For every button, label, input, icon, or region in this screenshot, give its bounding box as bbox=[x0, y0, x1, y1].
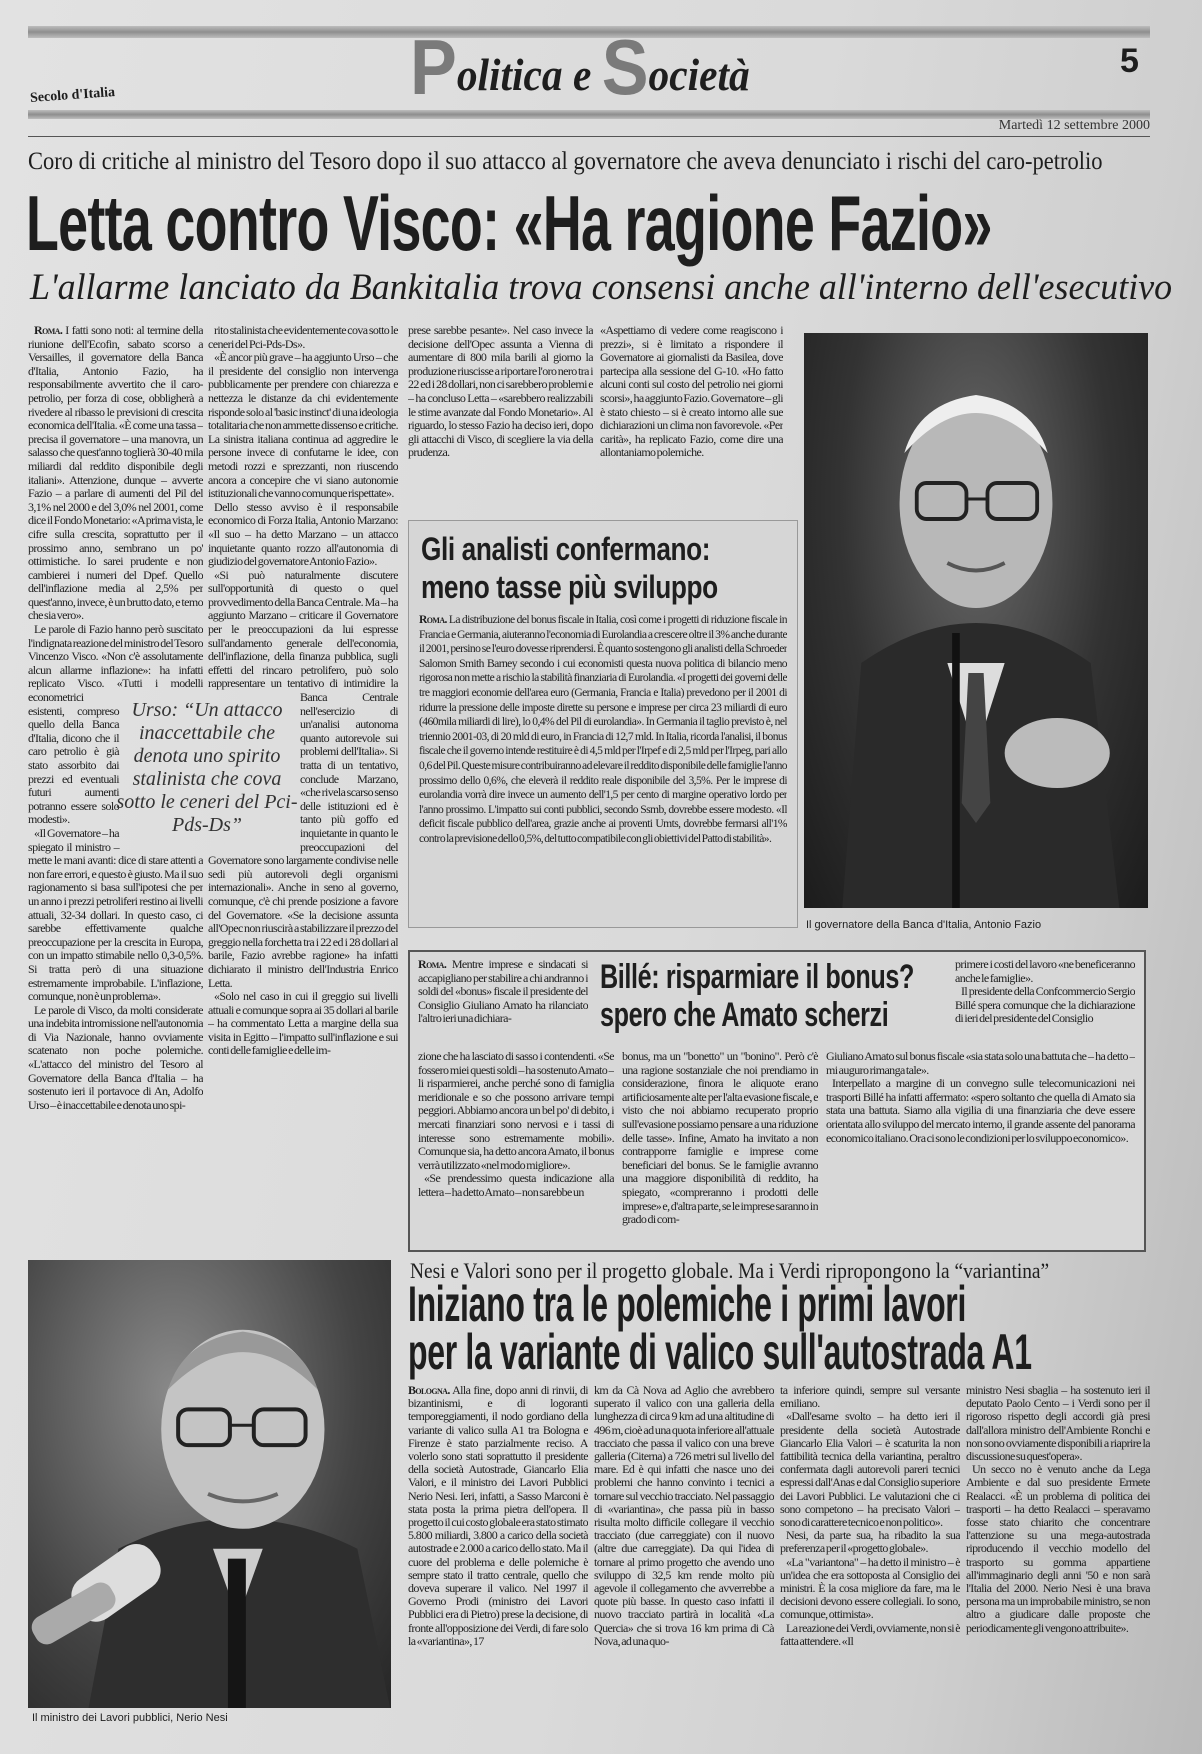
nesi-photo bbox=[28, 1260, 391, 1708]
dateline: Bologna. bbox=[408, 1384, 450, 1397]
dateline: Roma. bbox=[34, 324, 63, 337]
paragraph: Giuliano Amato sul bonus fiscale «sia stata solo una battuta che – ha detto – mi auguro rimanga tale». bbox=[826, 1050, 1135, 1077]
paragraph: prese sarebbe pesante». Nel caso invece la decisione dell'Opec assunta a Vienna di aumentare di 800 mila barili al giorno la produzione riuscisse a riportare l'oro nero tra i 22 ed i 28 dollari, non ci sarebbero problemi e – ha concluso Letta – «sarebbero realizzabili le stime avanzate dal Fondo Monetario». Al riguardo, lo stesso Fazio ha deciso ieri, dopo gli attacchi di Visco, di scegliere la via della prudenza. bbox=[408, 324, 593, 460]
paragraph: «Si può naturalmente discutere sull'opportunità di questo o quel provvedimento della Banca Centrale. Ma – ha aggiunto Marzano – criticare il Governatore per le preoccupazioni da lui espresse sull'andamento generale dell'economia, dell'inflazione, della finanza pubblica, sugli effetti del rincaro petrolifero, può solo rappresentare un tentativo di intimidire la Banca Centrale nell'esercizio di un'analisi autonoma quanto autorevole sui problemi dell'Italia». Si tratta di un tentativo, conclude Marzano, «che rivela scarso senso delle istituzioni ed è tanto più goffo ed inquietante in quanto le preoccupazioni del Governatore sono largamente condivise nelle sedi più autorevoli degli organismi internazionali». Anche in seno al governo, comunque, c'è chi prende posizione a favore del Governatore. «Se la decisione assunta all'Opec non riuscirà a stabilizzare il prezzo del greggio nella forchetta tra i 22 ed i 28 dollari al barile, Fazio avrebbe ragione» ha infatti dichiarato il ministro dell'Industria Enrico Letta. bbox=[208, 567, 398, 990]
paragraph: Dello stesso avviso è il responsabile economico di Forza Italia, Antonio Marzano: «Il suo – ha detto Marzano – un attacco inquietante quanto rozzo all'autonomia di giudizio del governatore Antonio Fazio». bbox=[208, 499, 398, 569]
paragraph: Nesi, da parte sua, ha ribadito la sua preferenza per il «progetto globale». bbox=[780, 1528, 960, 1556]
paragraph bbox=[28, 324, 203, 623]
paragraph: «Dall'esame svolto – ha detto ieri il presidente della società Autostrade Giancarlo Elia Valori – è scaturita la non fattibilità tecnica della variantina, peraltro confermata dagli autorevoli pareri tecnici espressi dall'Anas e dal Consiglio superiore dei Lavori Pubblici. Le valutazioni che ci sono competono – ha precisato Valori – sono di carattere tecnico e non politico». bbox=[780, 1409, 960, 1530]
analysts-headline-line2: meno tasse più sviluppo bbox=[421, 569, 718, 605]
paragraph: Le parole di Fazio hanno però suscitato l'indignata reazione del ministro del Tesoro Vincenzo Visco. «Non c'è assolutamente alcun allarme inflazione»: ha infatti replicato Visco. «Tutti i modelli econometrici esistenti, compreso quello della Banca d'Italia, dicono che il caro petrolio è già stato assorbito dai prezzi ed eventuali futuri aumenti potranno essere solo modesti». bbox=[28, 622, 203, 827]
main-kicker: Coro di critiche al ministro del Tesoro dopo il suo attacco al governatore che aveva denunciato i rischi del caro-petrolio bbox=[28, 148, 1103, 175]
pull-quote: Urso: “Un attacco inaccettabile che denota uno spirito stalinista che cova sotto le ceneri del Pci-Pds-Ds” bbox=[116, 699, 298, 836]
bille-headline-line1: Billé: risparmiare il bonus? bbox=[600, 958, 915, 996]
dateline: Roma. bbox=[418, 958, 447, 971]
main-column-4 bbox=[600, 324, 783, 510]
paragraph: primere i costi del lavoro «ne beneficeranno anche le famiglie». bbox=[955, 958, 1135, 985]
bille-box bbox=[408, 950, 1146, 1252]
fazio-photo-caption: Il governatore della Banca d'Italia, Antonio Fazio bbox=[806, 919, 1042, 931]
paragraph: «Aspettiamo di vedere come reagiscono i prezzi», si è limitato a rispondere il Governatore ai giornalisti da Basilea, dove partecipa alla sessione del G-10. «Ho fatto alcuni conti sul costo del petrolio nei giorni scorsi», ha aggiunto Fazio. Governatore – gli è stato chiesto – si è creato intorno alle sue dichiarazioni un clima non favorevole. «Per carità», ha replicato Fazio, come dire una allontaniamo polemiche. bbox=[600, 324, 783, 460]
bille-column-1 bbox=[418, 1050, 614, 1248]
paragraph: Interpellato a margine di un convegno sulle telecomunicazioni nei trasporti Billé ha infatti affermato: «spero soltanto che quella di Amato sia stata una battuta. Siamo alla vigilia di una finanziaria che deve essere orientata allo sviluppo del mercato interno, il grande assente del panorama economico italiano. Ora ci sono le condizioni per lo sviluppo economico». bbox=[826, 1076, 1135, 1145]
paragraph: «Solo nel caso in cui il greggio sui livelli attuali e comunque sopra ai 35 dollari al barile – ha commentato Letta a margine della sua visita in Egitto – l'impatto sull'inflazione e sui conti delle famiglie e delle im- bbox=[208, 989, 398, 1058]
bille-headline-line2: spero che Amato scherzi bbox=[600, 996, 889, 1034]
paragraph-text: I fatti sono noti: al termine della riunione dell'Ecofin, sabato scorso a Versailles, il governatore della Banca d'Italia, Antonio Fazio, ha responsabilmente avvertito che il caro-petrolio, per forza di cose, obbligherà a rivedere al ribasso le previsioni di crescita economica dell'Italia. «È come una tassa – precisa il governatore – una manovra, un salasso che quest'anno toglierà 30-40 mila miliardi dal reddito disponibile degli italiani». Attenzione, dunque – avverte Fazio – a parlare di aumenti del Pil del 3,1% nel 2000 e del 3,0% nel 2001, come dice il Fondo Monetario: «A prima vista, le cifre sulla crescita, soprattutto per il prossimo anno, sembrano un po' ottimistiche. Io sarei prudente e non cambierei i numeri del Dpef. Quello dell'inflazione media al 2,5% per quest'anno, invece, è un brutto dato, e temo che sia vero». bbox=[28, 324, 203, 623]
bille-column-3 bbox=[826, 1050, 1135, 1248]
paragraph: Il presidente della Confcommercio Sergio Billé spera comunque che la dichiarazione di ieri del presidente del Consiglio bbox=[955, 984, 1135, 1026]
main-headline: Letta contro Visco: «Ha ragione Fazio» bbox=[26, 179, 992, 267]
fazio-photo bbox=[804, 333, 1148, 908]
analysts-headline-line1: Gli analisti confermano: bbox=[421, 531, 711, 567]
paragraph: Le parole di Visco, da molti considerate una indebita intromissione nell'autonomia di Via Nazionale, hanno ovviamente scatenato non poche polemiche. «L'attacco del ministro del Tesoro al Governatore della Banca d'Italia – ha sostenuto ieri il portavoce di An, Adolfo Urso – è inaccettabile e denota uno spi- bbox=[28, 1002, 203, 1112]
issue-date: Martedì 12 settembre 2000 bbox=[998, 118, 1150, 133]
valico-headline-line2: per la variante di valico sull'autostrada A1 bbox=[408, 1324, 1032, 1380]
paragraph-text: La distribuzione del bonus fiscale in Italia, così come i progetti di riduzione fiscale in Francia e Germania, aiuteranno l'economia di Eurolandia a crescere oltre il 3% anche durante il 2001, persino se l'euro dovesse riprendersi. È quanto sostengono gli analisti della Schroeder Salomon Smith Barney secondo i cui economisti questa nuova politica di bilancio meno rigorosa non mette a rischio la stabilità finanziaria di Eurolandia. «I progetti dei governi delle tre maggiori economie dell'area euro (Germania, Francia e Italia) prevedono per il 2001 di ridurre la pressione delle imposte dirette su persone e imprese per circa 23 miliardi di euro (460mila miliardi di lire), lo 0,4% del Pil di eurolandia». In Germania il taglio previsto è, nel triennio 2001-03, di 20 mld di euro, in Francia di 12,7 mld. In Italia, ricorda l'analisi, il bonus fiscale che il governo intende restituire è di 4,5 mld per l'Irpef e di 2,5 mld per l'Irpeg, pari allo 0,6 del Pil. Queste misure contribuiranno ad elevare il reddito disponibile delle famiglie l'anno prossimo dello 0,6%, che eleverà il reddito reale disponibile del 3,5%. Per le imprese di eurolandia vorrà dire invece un aumento dell'1,5 per cento di margine operativo lordo per l'anno prossimo. L'impatto sui conti pubblici, secondo Ssmb, dovrebbe essere modesto. «Il deficit fiscale pubblico dell'area, grazie anche ai proventi Umts, dovrebbe fermarsi all'1% contro la previsione dello 0,5%, del tutto compatibile con gli obiettivi del Patto di stabilità». bbox=[419, 613, 787, 845]
paragraph: «È ancor più grave – ha aggiunto Urso – che il presidente del consiglio non intervenga pubblicamente per prendere con chiarezza e nettezza le distanze da chi evidentemente risponde solo al 'basic instinct' di una ideologia totalitaria che non ammette dissenso e critiche. La sinistra italiana continua ad aggredire le persone invece di confutarne le idee, con metodi rozzi e sprezzanti, non riuscendo ancora a concepire che vi siano autonomie istituzionali che vanno comunque rispettate». bbox=[208, 350, 398, 501]
paragraph: rito stalinista che evidentemente cova sotto le ceneri del Pci-Pds-Ds». bbox=[208, 324, 398, 351]
nesi-photo-caption: Il ministro dei Lavori pubblici, Nerio Nesi bbox=[32, 1712, 228, 1724]
bille-column-2 bbox=[622, 1050, 818, 1248]
paragraph: «La "variantona" – ha detto il ministro – è un'idea che era sottoposta al Consiglio dei ministri. È la cosa migliore da fare, ma le decisioni devono essere collegiali. Io sono, comunque, ottimista». bbox=[780, 1554, 960, 1622]
paragraph: ministro Nesi sbaglia – ha sostenuto ieri il deputato Paolo Cento – i Verdi sono per il rigoroso rispetto degli accordi già presi dall'allora ministro dell'Ambiente Ronchi e non sono ovviamente disponibili a riaprire la discussione su quest'opera». bbox=[966, 1384, 1150, 1464]
analysts-box bbox=[408, 520, 798, 928]
bille-column-3-top bbox=[955, 958, 1135, 1048]
section-title-text: olitica e bbox=[456, 49, 602, 100]
analysts-body bbox=[419, 613, 787, 921]
page-number: 5 bbox=[1120, 42, 1139, 80]
paragraph: ta inferiore quindi, sempre sul versante emiliano. bbox=[780, 1384, 960, 1411]
paragraph: km da Cà Nova ad Aglio che avrebbero superato il valico con una galleria della lunghezza di circa 9 km ad una altitudine di 496 m, cioè ad una quota inferiore all'attuale tracciato che passa il valico con una breve galleria (Citerna) a 726 metri sul livello del mare. Ed è qui infatti che nasce uno dei problemi che hanno convinto i tecnici a tornare sul vecchio tracciato. Nel passaggio di «variantina», che passa più in basso risulta molto difficile collegare il vecchio tracciato (due carreggiate) con il nuovo (altre due carreggiate). Da qui l'idea di tornare al primo progetto che avendo uno sviluppo di 32,5 km rende molto più agevole il collegamento che avverrebbe a quote più basse. In questo caso infatti il nuovo tracciato partirà in località «La Quercia» che si trova 16 km prima di Cà Nova, ad una quo- bbox=[594, 1384, 774, 1648]
paragraph-text: Mentre imprese e sindacati si accapigliano per stabilire a chi andranno i soldi del «bonus» fiscale il presidente del Consiglio Giuliano Amato ha rilanciato l'altro ieri una dichiara- bbox=[418, 958, 588, 1026]
paragraph-text: Alla fine, dopo anni di rinvii, di bizantinismi, e di logoranti temporeggiamenti, il nodo gordiano della variante di valico sulla A1 tra Bologna e Firenze è stato parzialmente reciso. A volerlo sono stati soprattutto il presidente della società Autostrade, Giancarlo Elia Valori, e il ministro dei Lavori Pubblici Nerio Nesi. Ieri, infatti, a Sasso Marconi è stata posta la prima pietra dell'opera. Il progetto il cui costo globale era stato stimato 5.800 miliardi, 3.800 a carico della società autostrade e 2.000 a carico dello stato. Ma il cuore del problema e delle polemiche è sempre stato il tratto centrale, quello che doveva superare il valico. Nel 1997 il Governo Prodi (ministro dei Lavori Pubblici era di Pietro) prese la decisione, di fronte all'opposizione dei Verdi, di fare solo la «variantina», 17 bbox=[408, 1384, 588, 1648]
dateline: Roma. bbox=[419, 613, 447, 626]
valico-column-3 bbox=[780, 1384, 960, 1750]
paragraph bbox=[408, 1384, 588, 1648]
section-title-initial: P bbox=[410, 23, 457, 111]
masthead-logo: Secolo d'Italia bbox=[29, 85, 116, 106]
paragraph: «Il Governatore – ha spiegato il ministro – mette le mani avanti: dice di stare attenti a non fare errori, e questo è giusto. Ma il suo ragionamento si basa sull'ipotesi che per un anno i prezzi petroliferi restino ai livelli attuali, 32-34 dollari. In questo caso, ci sarebbe effettivamente qualche preoccupazione per la crescita in Europa, con un impatto stimabile nello 0,3-0,5%. Si tratta però di una situazione estremamente improbabile. L'inflazione, comunque, non è un problema». bbox=[28, 825, 203, 1004]
paragraph: zione che ha lasciato di sasso i contendenti. «Se fossero miei questi soldi – ha sostenuto Amato – li risparmierei, anche perché sono di famiglia meridionale e so che possono arrivare tempi peggiori. Abbiamo ancora un bel po' di debito, i mercati finanziari sono nervosi e i tassi di interesse sono estremamente mobili». Comunque sia, ha detto ancora Amato, il bonus verrà utilizzato «nel modo migliore». bbox=[418, 1050, 614, 1172]
paragraph: «Se prendessimo questa indicazione alla lettera – ha detto Amato – non sarebbe un bbox=[418, 1171, 614, 1199]
paragraph: Un secco no è venuto anche da Lega Ambiente e dal suo presidente Ermete Realacci. «È un problema di politica dei trasporti – ha detto Realacci – speravamo fosse stato chiarito che concentrare l'attenzione su una mega-autostrada riproducendo il vecchio modello del trasporto su gomma appartiene all'immaginario degli anni '50 e non sarà l'Italia del 2000. Nerio Nesi è una brava persona ma un improbabile ministro, se non altro a giudicare dalle proposte che periodicamente gli vengono attribuite». bbox=[966, 1462, 1150, 1635]
paragraph: bonus, ma un "bonetto" un "bonino". Però c'è una ragione sostanziale che noi prendiamo in considerazione, finora le aliquote erano artificiosamente alte per l'alta evasione fiscale, e visto che noi abbiamo recuperato proprio sull'evasione possiamo pensare a una riduzione delle tasse». Infine, Amato ha invitato a non contrapporre famiglie e imprese come beneficiari del bonus. Se le famiglie avranno una maggiore disponibilità di reddito, ha spiegato, «compreranno i prodotti delle imprese» e, d'altra parte, se le imprese saranno in grado di com- bbox=[622, 1050, 818, 1227]
valico-column-4 bbox=[966, 1384, 1150, 1750]
section-title-text: ocietà bbox=[648, 49, 750, 100]
valico-headline-line1: Iniziano tra le polemiche i primi lavori bbox=[408, 1276, 967, 1332]
main-subhead: L'allarme lanciato da Bankitalia trova consensi anche all'interno dell'esecutivo bbox=[30, 267, 1173, 308]
paragraph bbox=[418, 958, 588, 1026]
section-title-initial: S bbox=[601, 23, 649, 111]
paragraph: La reazione dei Verdi, ovviamente, non si è fatta attendere. «Il bbox=[780, 1620, 960, 1648]
valico-column-1 bbox=[408, 1384, 588, 1750]
valico-column-2 bbox=[594, 1384, 774, 1750]
section-title bbox=[410, 22, 750, 122]
valico-kicker: Nesi e Valori sono per il progetto globale. Ma i Verdi ripropongono la “variantina” bbox=[410, 1258, 1050, 1283]
paragraph bbox=[419, 613, 787, 847]
date-rule bbox=[28, 136, 1150, 137]
main-column-3 bbox=[408, 324, 593, 510]
bille-column-1-top bbox=[418, 958, 588, 1048]
